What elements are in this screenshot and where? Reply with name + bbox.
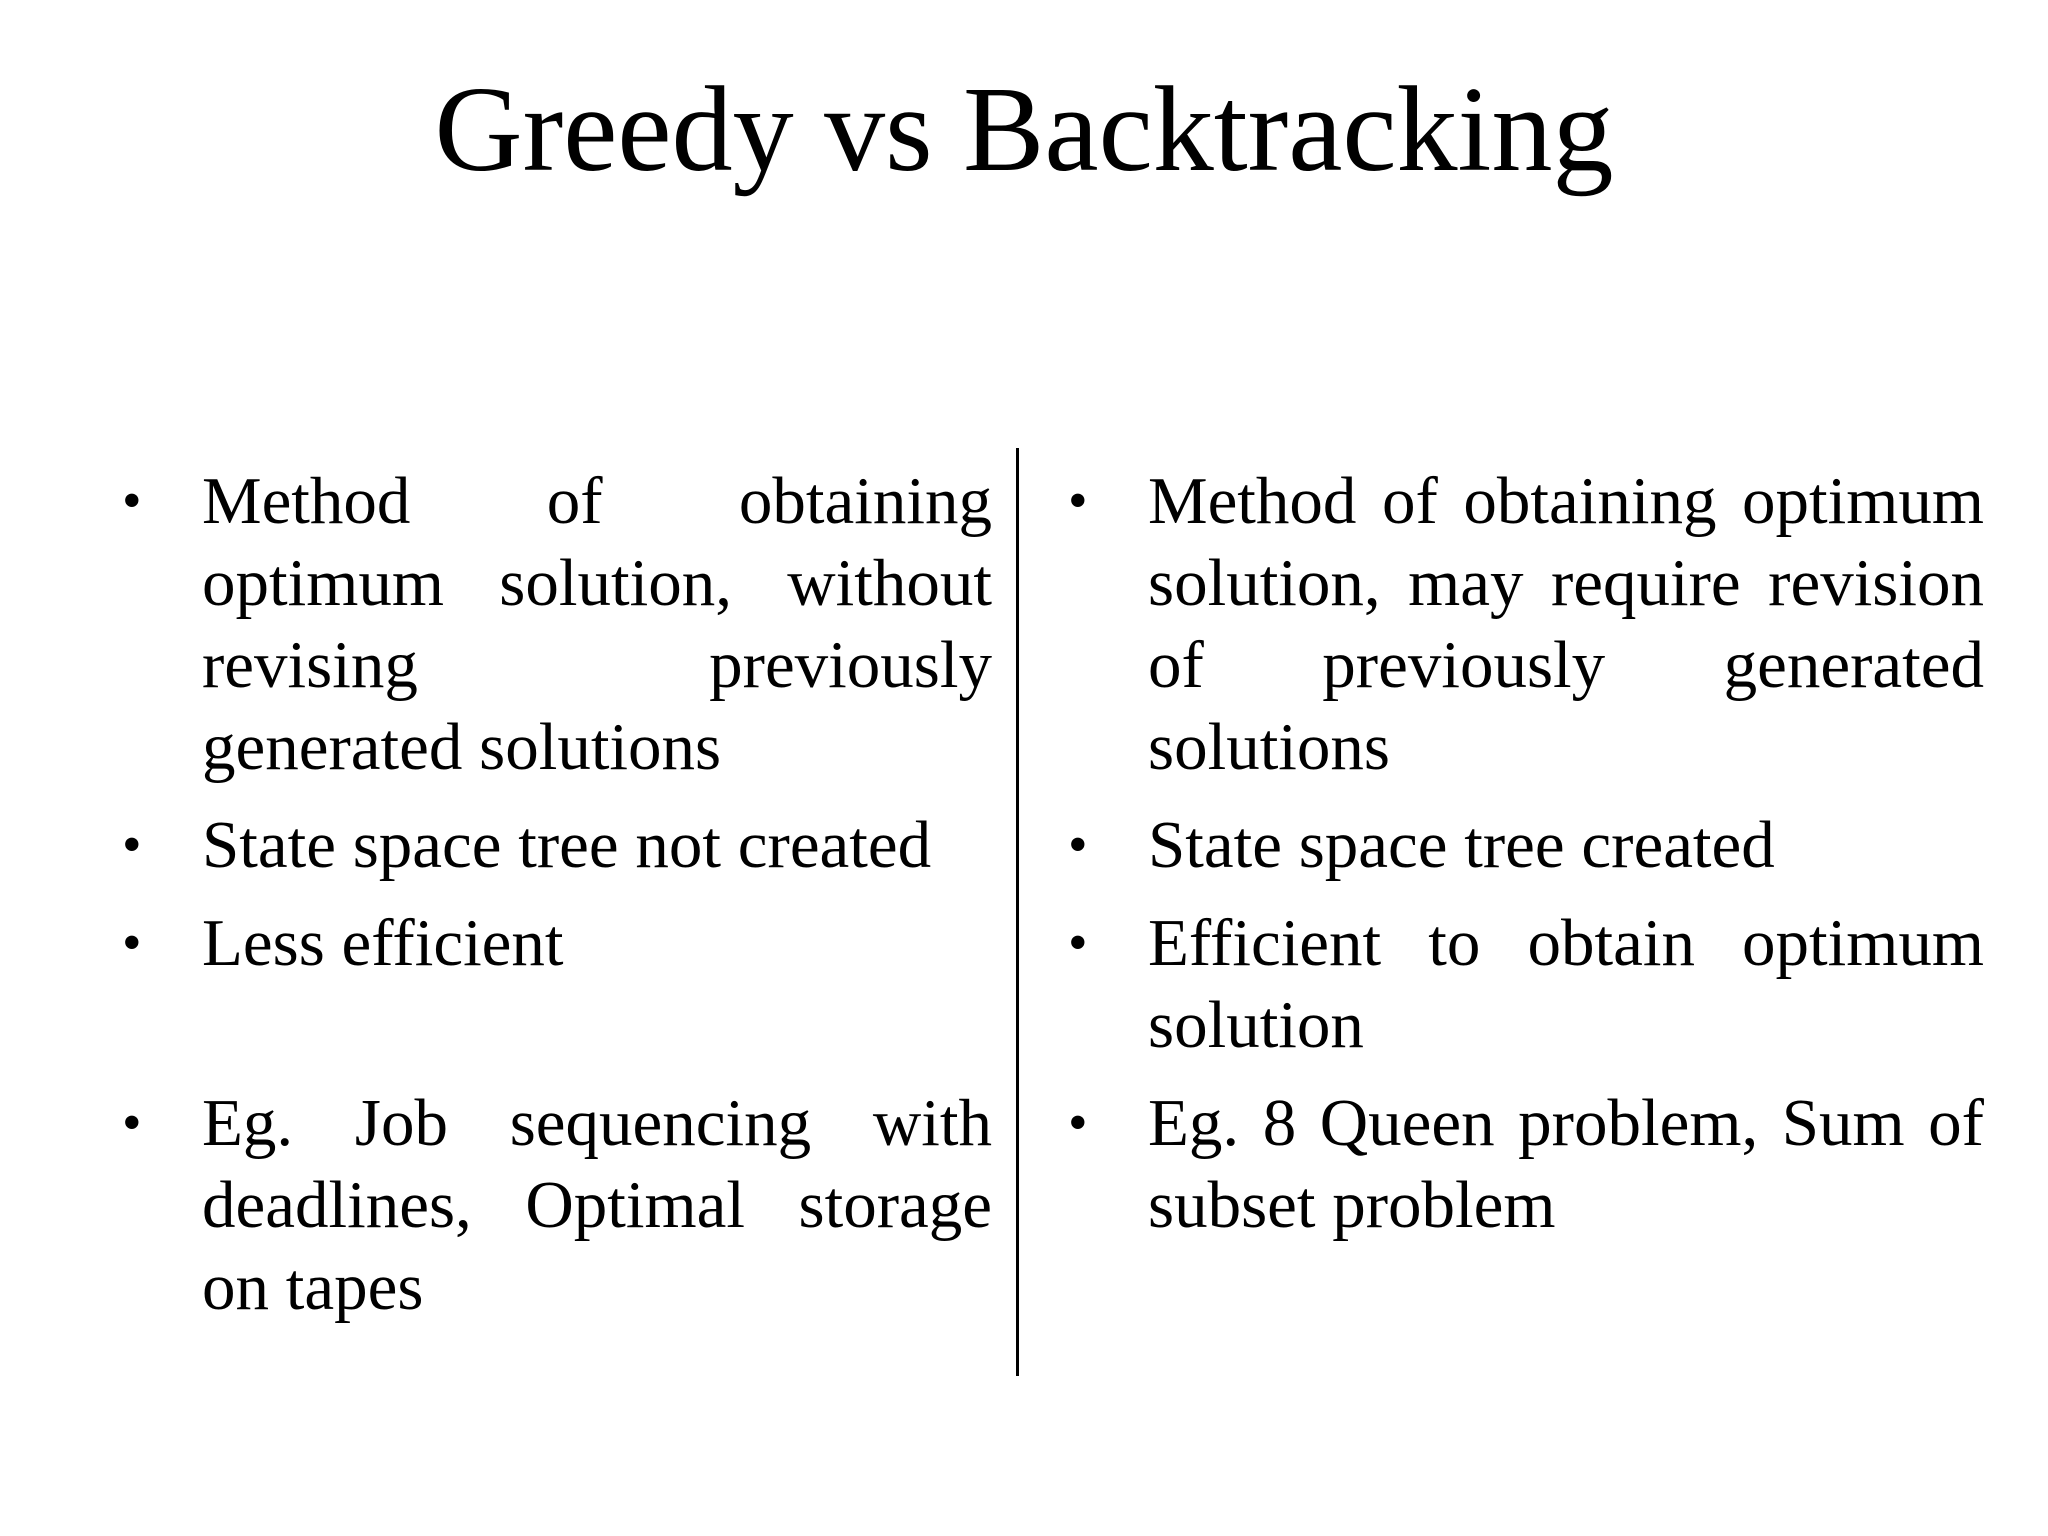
bullet-icon: • xyxy=(1068,470,1088,532)
backtracking-column xyxy=(1068,460,1984,1262)
list-item-text: Efficient to obtain optimum solution xyxy=(1148,906,1984,1062)
list-item-text: State space tree not created xyxy=(202,808,932,882)
list-item xyxy=(1068,902,1984,1066)
list-item xyxy=(122,902,992,984)
list-item-text: Method of obtaining optimum solution, without revising previously generated solutions xyxy=(202,464,992,784)
bullet-icon: • xyxy=(122,470,142,532)
bullet-icon: • xyxy=(1068,814,1088,876)
list-item-text: Eg. 8 Queen problem, Sum of subset problem xyxy=(1148,1086,1984,1242)
list-item xyxy=(1068,804,1984,886)
bullet-icon: • xyxy=(1068,912,1088,974)
slide-title: Greedy vs Backtracking xyxy=(434,62,1614,197)
bullet-icon: • xyxy=(122,814,142,876)
bullet-icon: • xyxy=(1068,1092,1088,1154)
list-item-text: Eg. Job sequencing with deadlines, Optimal storage on tapes xyxy=(202,1086,992,1324)
list-item xyxy=(122,1082,992,1328)
list-item xyxy=(1068,460,1984,788)
greedy-column xyxy=(122,460,992,1344)
list-item-text: Method of obtaining optimum solution, may require revision of previously generated solutions xyxy=(1148,464,1984,784)
list-item xyxy=(122,804,992,886)
bullet-icon: • xyxy=(122,912,142,974)
column-divider xyxy=(1016,448,1019,1376)
bullet-icon: • xyxy=(122,1092,142,1154)
list-item xyxy=(122,460,992,788)
list-item-text: State space tree created xyxy=(1148,808,1775,882)
list-item xyxy=(1068,1082,1984,1246)
list-item-text: Less efficient xyxy=(202,906,564,980)
